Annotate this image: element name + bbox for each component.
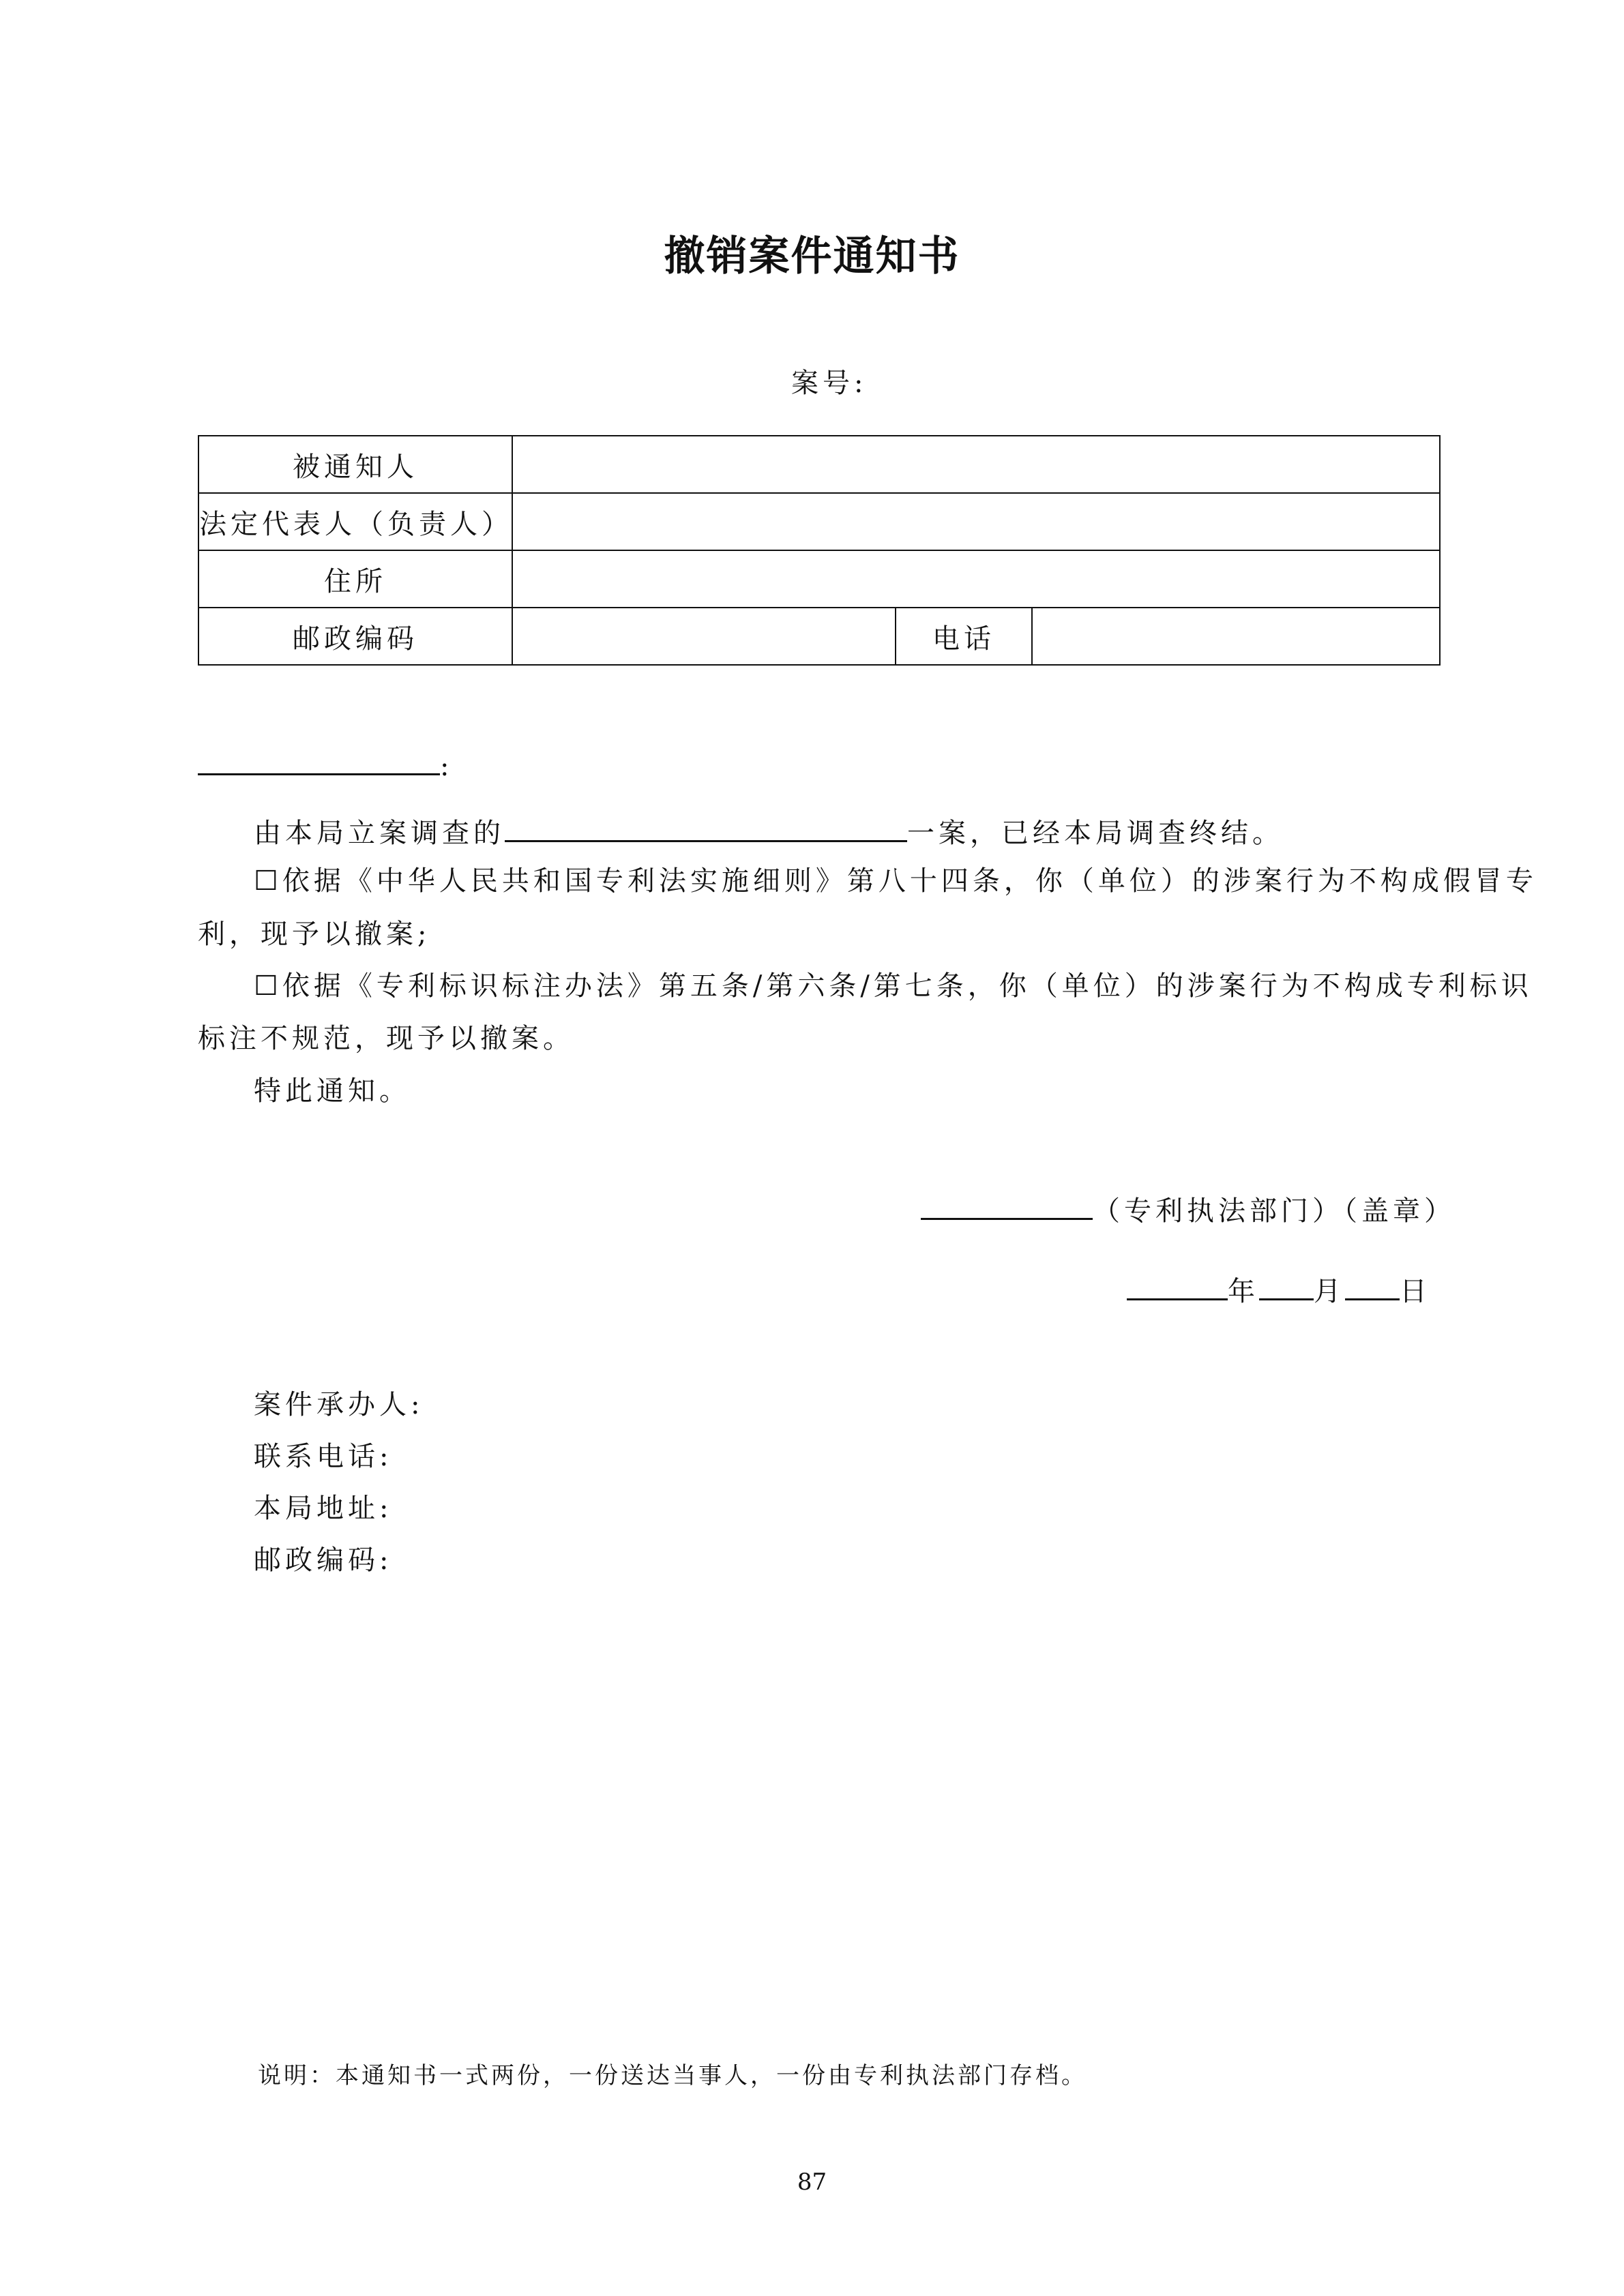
recipient-label: 被通知人 [198, 436, 512, 493]
paragraph-3-line2: 标注不规范，现予以撤案。 [198, 1023, 574, 1054]
table-row-postcode-phone [198, 608, 1440, 665]
salutation-blank[interactable] [198, 749, 440, 775]
salutation-line [198, 749, 453, 780]
month-label: 月 [1314, 1276, 1345, 1307]
day-label: 日 [1400, 1276, 1431, 1307]
paragraph-3-line1: ☐依据《专利标识标注办法》第五条/第六条/第七条，你（单位）的涉案行为不构成专利标识 [254, 970, 1533, 1002]
address-value[interactable] [512, 550, 1440, 608]
paragraph-2-line2: 利，现予以撤案; [198, 919, 431, 950]
signature-date-line [1127, 1274, 1431, 1305]
p1-suffix: 一案，已经本局调查终结。 [907, 818, 1284, 849]
legal-rep-label: 法定代表人（负责人） [198, 493, 512, 550]
legal-rep-value[interactable] [512, 493, 1440, 550]
phone-value[interactable] [1032, 608, 1440, 665]
phone-label: 电话 [896, 608, 1032, 665]
address-label: 住所 [198, 550, 512, 608]
document-title: 撤销案件通知书 [664, 233, 960, 280]
year-blank[interactable] [1127, 1274, 1228, 1300]
salutation-colon: : [440, 751, 454, 782]
info-table [198, 435, 1441, 666]
table-row-recipient [198, 436, 1440, 493]
case-number-label: 案号: [791, 368, 868, 399]
month-blank[interactable] [1259, 1274, 1314, 1300]
dept-blank[interactable] [921, 1193, 1093, 1220]
paragraph-1 [254, 816, 1284, 847]
contact-address: 本局地址: [254, 1493, 393, 1524]
postcode-value[interactable] [512, 608, 896, 665]
table-row-address [198, 550, 1440, 608]
p1-prefix: 由本局立案调查的 [254, 818, 505, 849]
recipient-value[interactable] [512, 436, 1440, 493]
contact-handler: 案件承办人: [254, 1389, 424, 1420]
paragraph-4: 特此通知。 [254, 1075, 411, 1107]
table-row-legal-rep [198, 493, 1440, 550]
year-label: 年 [1228, 1276, 1259, 1307]
dept-suffix: （专利执法部门）（盖章） [1093, 1195, 1456, 1227]
case-name-blank[interactable] [505, 816, 907, 842]
signature-dept-line [921, 1193, 1456, 1225]
paragraph-2-line1: ☐依据《中华人民共和国专利法实施细则》第八十四条，你（单位）的涉案行为不构成假冒专 [254, 865, 1537, 897]
contact-phone: 联系电话: [254, 1441, 393, 1472]
page-number: 87 [797, 2168, 827, 2196]
contact-postcode: 邮政编码: [254, 1545, 393, 1576]
day-blank[interactable] [1345, 1274, 1400, 1300]
footnote: 说明：本通知书一式两份，一份送达当事人，一份由专利执法部门存档。 [258, 2062, 1087, 2089]
postcode-label: 邮政编码 [198, 608, 512, 665]
